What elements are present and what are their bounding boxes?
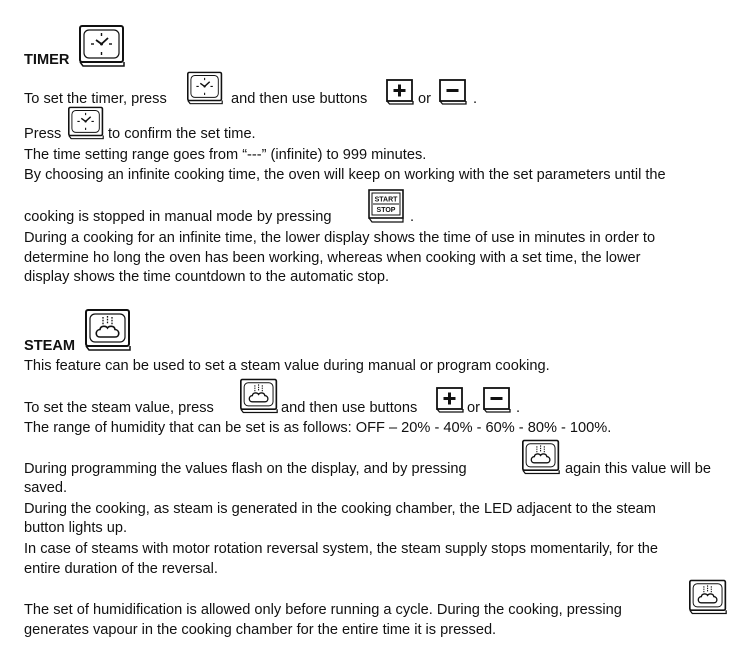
steam-line-4b: again this value will be xyxy=(565,461,712,477)
timer-clock-icon xyxy=(187,71,223,105)
timer-line-4: By choosing an infinite cooking time, the oven will keep on working with the set parameters until the xyxy=(24,167,666,183)
steam-line-10: The set of humidification is allowed only before running a cycle. During the cooking, pressing xyxy=(24,602,622,618)
minus-icon xyxy=(483,387,511,413)
timer-line-7: determine ho long the oven has been working, whereas when cooking with a set time, the lower xyxy=(24,250,641,266)
minus-icon xyxy=(439,79,467,105)
steam-icon xyxy=(85,309,131,351)
plus-icon xyxy=(436,387,464,413)
steam-line-11: generates vapour in the cooking chamber for the entire time it is pressed. xyxy=(24,622,497,638)
steam-line-6: During the cooking, as steam is generated in the cooking chamber, the LED adjacent to the steam xyxy=(24,501,656,517)
stop-label: STOP xyxy=(376,207,396,214)
steam-line-2b: and then use buttons xyxy=(281,400,418,416)
steam-icon xyxy=(522,439,560,475)
timer-line-1a: To set the timer, press xyxy=(24,91,167,107)
timer-line-2a: Press xyxy=(24,126,62,142)
timer-line-1d: . xyxy=(473,91,478,107)
timer-line-2b: to confirm the set time. xyxy=(108,126,256,142)
steam-line-4a: During programming the values flash on the display, and by pressing xyxy=(24,461,467,477)
steam-line-2c: or xyxy=(467,400,480,416)
steam-line-2a: To set the steam value, press xyxy=(24,400,214,416)
steam-line-7: button lights up. xyxy=(24,520,128,536)
steam-line-1: This feature can be used to set a steam value during manual or program cooking. xyxy=(24,358,550,374)
timer-clock-icon xyxy=(79,25,125,67)
plus-icon xyxy=(386,79,414,105)
timer-line-1b: and then use buttons xyxy=(231,91,368,107)
timer-line-6: During a cooking for an infinite time, the lower display shows the time of use in minutes in order to xyxy=(24,230,656,246)
start-label: START xyxy=(374,196,398,204)
timer-line-1c: or xyxy=(418,91,431,107)
steam-line-8: In case of steams with motor rotation reversal system, the steam supply stops momentarily, for the xyxy=(24,541,658,557)
steam-line-3: The range of humidity that can be set is as follows: OFF – 20% - 40% - 60% - 80% - 100%. xyxy=(24,420,612,436)
steam-heading: STEAM xyxy=(24,338,76,354)
steam-line-9: entire duration of the reversal. xyxy=(24,561,218,577)
steam-line-2d: . xyxy=(516,400,521,416)
timer-line-8: display shows the time countdown to the automatic stop. xyxy=(24,269,390,285)
start-stop-button-icon xyxy=(368,189,404,223)
timer-line-5b: . xyxy=(410,209,415,225)
timer-line-5a: cooking is stopped in manual mode by pressing xyxy=(24,209,332,225)
timer-clock-icon xyxy=(68,106,104,140)
timer-line-3: The time setting range goes from “---” (infinite) to 999 minutes. xyxy=(24,147,427,163)
timer-heading: TIMER xyxy=(24,52,70,68)
steam-icon xyxy=(689,579,727,615)
steam-icon xyxy=(240,378,278,414)
steam-line-5: saved. xyxy=(24,480,67,496)
